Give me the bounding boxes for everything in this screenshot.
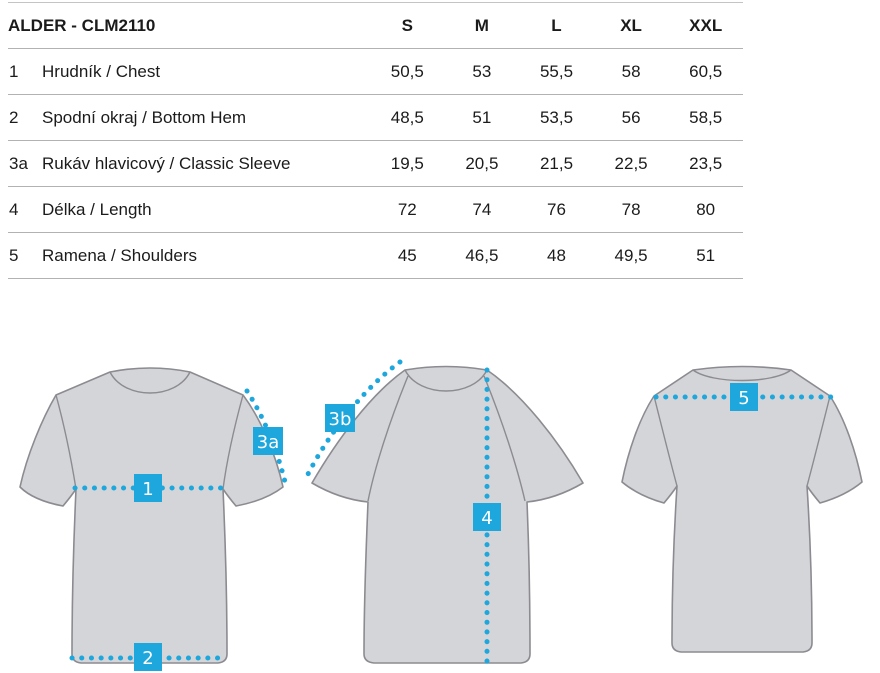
size-header-s: S bbox=[401, 15, 413, 35]
shirt-silhouette bbox=[20, 368, 283, 663]
size-value-cell: 45 bbox=[397, 245, 417, 265]
marker-label: 2 bbox=[142, 648, 154, 669]
tshirt-front-classic-diagram bbox=[10, 358, 302, 673]
size-value-cell: 53,5 bbox=[539, 107, 574, 127]
marker-shoulders bbox=[730, 383, 758, 411]
size-value-cell: 46,5 bbox=[465, 245, 499, 265]
marker-label: 1 bbox=[142, 479, 154, 500]
row-number: 1 bbox=[9, 61, 19, 81]
size-value-cell: 74 bbox=[472, 199, 492, 219]
table-row bbox=[8, 187, 743, 233]
marker-classic-sleeve bbox=[253, 427, 283, 455]
marker-label: 3b bbox=[328, 409, 352, 430]
size-value-cell: 58 bbox=[621, 61, 641, 81]
row-number: 5 bbox=[9, 245, 19, 265]
table-row bbox=[8, 49, 743, 95]
size-value-cell: 19,5 bbox=[390, 153, 424, 173]
size-table bbox=[8, 2, 743, 279]
size-header-l: L bbox=[551, 15, 562, 35]
marker-label: 3a bbox=[256, 432, 280, 453]
size-value-cell: 56 bbox=[621, 107, 641, 127]
size-header-m: M bbox=[474, 15, 489, 35]
size-value-cell: 49,5 bbox=[614, 245, 648, 265]
size-value-cell: 51 bbox=[472, 107, 492, 127]
row-label: Délka / Length bbox=[42, 199, 152, 219]
row-label: Ramena / Shoulders bbox=[42, 245, 197, 265]
row-number: 2 bbox=[9, 107, 19, 127]
size-value-cell: 48 bbox=[547, 245, 566, 265]
size-value-cell: 58,5 bbox=[689, 107, 723, 127]
size-header-xxl: XXL bbox=[689, 15, 723, 35]
size-value-cell: 50,5 bbox=[390, 61, 424, 81]
size-value-cell: 20,5 bbox=[465, 153, 499, 173]
size-value-cell: 22,5 bbox=[614, 153, 648, 173]
row-number: 4 bbox=[9, 199, 19, 219]
size-value-cell: 55,5 bbox=[539, 61, 574, 81]
row-number: 3a bbox=[9, 153, 28, 173]
row-label: Rukáv hlavicový / Classic Sleeve bbox=[42, 153, 291, 173]
tshirt-back-diagram bbox=[600, 362, 880, 664]
marker-bottom-hem bbox=[134, 643, 162, 671]
size-header-xl: XL bbox=[620, 15, 642, 35]
marker-label: 4 bbox=[481, 508, 493, 529]
size-value-cell: 21,5 bbox=[539, 153, 574, 173]
size-value-cell: 51 bbox=[696, 245, 716, 265]
product-title: ALDER - CLM2110 bbox=[8, 15, 156, 35]
marker-raglan-sleeve bbox=[325, 404, 355, 432]
size-value-cell: 80 bbox=[696, 199, 716, 219]
size-value-cell: 48,5 bbox=[390, 107, 424, 127]
size-value-cell: 23,5 bbox=[689, 153, 723, 173]
size-value-cell: 53 bbox=[472, 61, 492, 81]
table-row bbox=[8, 95, 743, 141]
marker-label: 5 bbox=[738, 388, 750, 409]
size-value-cell: 60,5 bbox=[689, 61, 723, 81]
marker-length bbox=[473, 503, 501, 531]
row-label: Hrudník / Chest bbox=[42, 61, 161, 81]
size-value-cell: 78 bbox=[621, 199, 641, 219]
tshirt-front-raglan-diagram bbox=[300, 350, 595, 670]
size-value-cell: 72 bbox=[397, 199, 417, 219]
row-label: Spodní okraj / Bottom Hem bbox=[42, 107, 247, 127]
size-value-cell: 76 bbox=[547, 199, 566, 219]
table-row bbox=[8, 233, 743, 279]
table-header-row bbox=[8, 2, 743, 49]
table-row bbox=[8, 141, 743, 187]
marker-chest bbox=[134, 474, 162, 502]
